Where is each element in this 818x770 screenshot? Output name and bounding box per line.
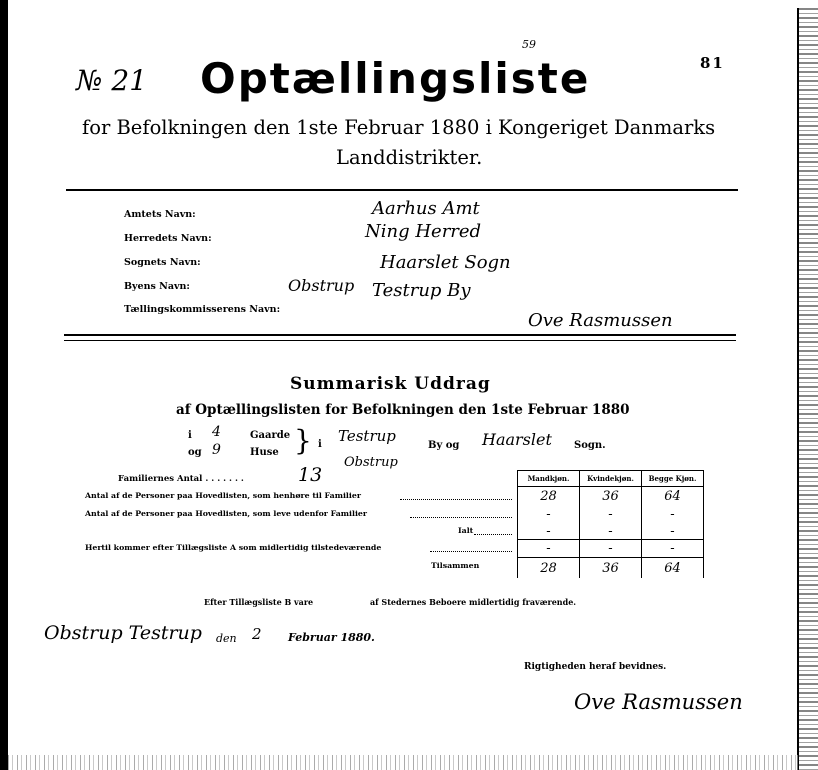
footer-place: Obstrup Testrup	[44, 622, 202, 644]
place-1: Testrup	[338, 427, 396, 445]
table-header-row	[518, 471, 704, 487]
fields-rule-2	[64, 340, 736, 341]
col-header-both: Begge Kjøn.	[642, 471, 704, 487]
table-cell: -	[642, 540, 704, 558]
table-cell: -	[580, 505, 642, 523]
field-value-by: Testrup By	[372, 280, 471, 301]
field-label-amt: Amtets Navn:	[124, 209, 196, 220]
table-cell: -	[642, 523, 704, 540]
gaarde-label: Gaarde	[250, 430, 291, 441]
field-value-sogn: Haarslet Sogn	[380, 252, 511, 273]
scan-edge-left	[0, 0, 8, 770]
field-label-sogn: Sognets Navn:	[124, 257, 201, 268]
table-cell: -	[642, 505, 704, 523]
table-row	[518, 505, 704, 523]
summary-table	[517, 470, 704, 578]
form-title: Optællingsliste	[200, 54, 591, 103]
summary-heading: Summarisk Uddrag	[290, 374, 491, 394]
page-mark: 59	[522, 38, 536, 51]
table-cell: 28	[518, 487, 580, 506]
parish-name: Haarslet	[482, 430, 552, 449]
col-header-female: Kvindekjøn.	[580, 471, 642, 487]
table-cell: 64	[642, 487, 704, 506]
row-dots-2	[410, 517, 512, 518]
footnote-a: Efter Tillægsliste B vare	[204, 597, 314, 607]
header-rule	[66, 189, 738, 191]
label-i: i	[188, 430, 192, 441]
table-row	[518, 487, 704, 506]
form-subtitle-line1: for Befolkningen den 1ste Februar 1880 i Kongeriget Danmarks	[82, 116, 716, 139]
field-value-by-prefix: Obstrup	[288, 276, 355, 295]
field-value-kommissær: Ove Rasmussen	[528, 310, 673, 331]
table-cell: -	[518, 540, 580, 558]
row-label-ialt: Ialt	[458, 526, 474, 535]
huse-label: Huse	[250, 447, 279, 458]
field-value-amt: Aarhus Amt	[372, 198, 480, 219]
familier-value: 13	[298, 464, 323, 486]
row-label-outside-families: Antal af de Personer paa Hovedlisten, som leve udenfor Familier	[85, 509, 367, 518]
col-header-male: Mandkjøn.	[518, 471, 580, 487]
table-cell: 64	[642, 558, 704, 579]
field-label-herred: Herredets Navn:	[124, 233, 212, 244]
footer-signature: Ove Rasmussen	[574, 690, 743, 714]
table-cell: -	[518, 505, 580, 523]
scan-edge-right	[797, 8, 818, 770]
row-dots-3	[474, 534, 512, 535]
table-row	[518, 523, 704, 540]
row-label-tillaeg-a: Hertil kommer efter Tillægsliste A som midlertidig tilstedeværende	[85, 543, 382, 552]
table-row	[518, 540, 704, 558]
row-dots-4	[430, 551, 512, 552]
scan-edge-bottom	[8, 755, 798, 770]
table-cell: 36	[580, 558, 642, 579]
footnote-b: af Stedernes Beboere midlertidig fraværende.	[370, 597, 577, 607]
place-2: Obstrup	[344, 455, 398, 470]
table-row	[518, 558, 704, 579]
table-cell: -	[580, 540, 642, 558]
field-label-kommissær: Tællingskommisserens Navn:	[124, 304, 281, 315]
table-cell: 36	[580, 487, 642, 506]
row-label-tilsammen: Tilsammen	[431, 561, 480, 570]
label-og: og	[188, 447, 202, 458]
huse-count: 9	[212, 442, 221, 458]
page-number: 81	[700, 54, 725, 72]
brace-icon: }	[294, 424, 312, 457]
row-dots-1	[400, 499, 512, 500]
row-label-in-families: Antal af de Personer paa Hovedlisten, som henhøre til Familier	[85, 491, 361, 500]
label-i2: i	[318, 439, 322, 450]
table-cell: -	[518, 523, 580, 540]
sogn-label: Sogn.	[574, 440, 606, 451]
form-subtitle-line2: Landdistrikter.	[336, 146, 483, 169]
footer-certify: Rigtigheden heraf bevidnes.	[524, 662, 667, 672]
field-label-by: Byens Navn:	[124, 281, 190, 292]
footer-date: Februar 1880.	[288, 631, 375, 644]
field-value-herred: Ning Herred	[365, 221, 482, 242]
familier-label: Familiernes Antal . . . . . . .	[118, 474, 244, 484]
by-og-label: By og	[428, 440, 460, 451]
gaarde-count: 4	[212, 424, 221, 440]
scan-edge-right-line	[797, 8, 799, 770]
table-cell: 28	[518, 558, 580, 579]
fields-rule-1	[64, 334, 736, 336]
table-cell: -	[580, 523, 642, 540]
summary-subheading: af Optællingslisten for Befolkningen den 1ste Februar 1880	[176, 402, 630, 418]
list-number: № 21	[76, 64, 148, 97]
footer-den: den	[216, 632, 237, 645]
footer-day: 2	[252, 625, 262, 643]
